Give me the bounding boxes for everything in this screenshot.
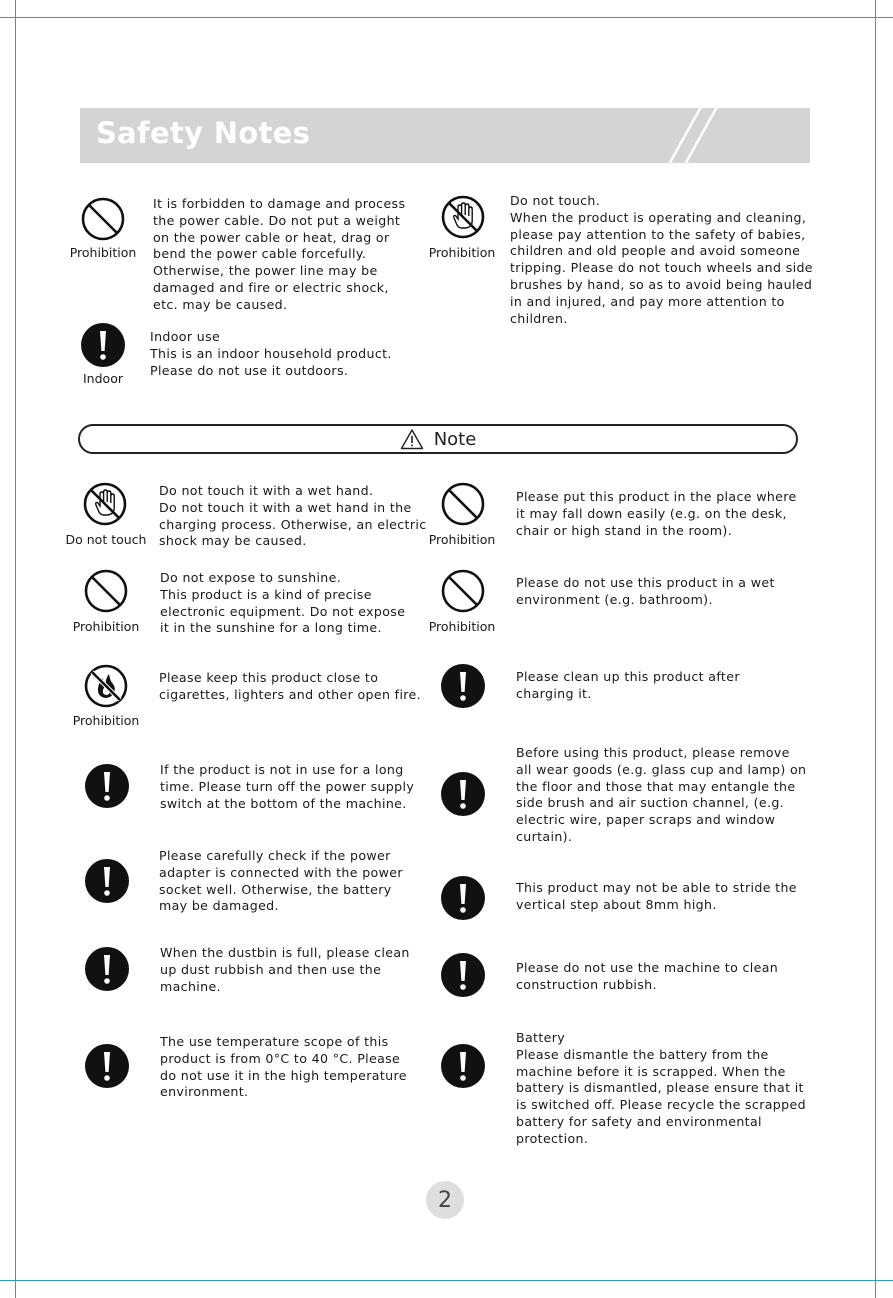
mandatory-icon [440,875,486,921]
icon-caption: Indoor [83,371,123,386]
icon-caption: Prohibition [428,619,496,634]
safety-note-text: When the dustbin is full, please clean up dust rubbish and then use the machine. [160,945,410,994]
icon-caption: Prohibition [72,713,140,728]
mandatory-icon [440,771,486,817]
section-banner [80,108,810,163]
safety-note-text: This product may not be able to stride the vertical step about 8mm high. [516,880,797,912]
safety-note-text: Do not touch it with a wet hand. Do not touch it with a wet hand in the charging process. Otherwise, an electric shock may be caused. [159,483,427,549]
safety-note-text: Please carefully check if the power adapter is connected with the power socket well. Otherwise, the battery may be damaged. [159,848,403,914]
page-frame-top-line [0,17,893,18]
page-frame-right-line [875,0,876,1298]
warning-triangle-icon [400,428,424,450]
safety-note-text: Please put this product in the place where it may fall down easily (e.g. on the desk, chair or high stand in the room). [516,489,797,538]
page-number: 2 [426,1181,464,1219]
page-frame-left-line [15,0,16,1298]
safety-note-text: Please do not use this product in a wet environment (e.g. bathroom). [516,575,775,607]
icon-caption: Do not touch [65,532,147,547]
icon-caption: Prohibition [72,619,140,634]
note-section-header [78,424,798,454]
no-touch-icon [440,194,486,240]
icon-caption: Prohibition [428,532,496,547]
mandatory-icon [80,322,126,368]
safety-note-text: Indoor use This is an indoor household product. Please do not use it outdoors. [150,329,392,378]
safety-note-text: Please keep this product close to cigarettes, lighters and other open fire. [159,670,421,702]
no-fire-icon [83,663,129,709]
mandatory-icon [440,1043,486,1089]
mandatory-icon [84,858,130,904]
note-label: Note [433,428,477,450]
safety-note-text: Battery Please dismantle the battery from the machine before it is scrapped. When the battery is dismantled, please ensure that it is switched off. Please recycle the scrapped battery for safety and environmental protection. [516,1030,806,1146]
safety-note-text: It is forbidden to damage and process the power cable. Do not put a weight on the power cable or heat, drag or bend the power cable forcefully. Otherwise, the power line may be damaged and fire or electric shock, etc. may be caused. [153,196,406,312]
icon-caption: Prohibition [69,245,137,260]
mandatory-icon [440,952,486,998]
prohibition-icon [440,481,486,527]
mandatory-icon [84,946,130,992]
prohibition-icon [80,196,126,242]
prohibition-icon [83,568,129,614]
no-touch-icon [82,481,128,527]
mandatory-icon [84,1043,130,1089]
mandatory-icon [440,663,486,709]
safety-note-text: If the product is not in use for a long time. Please turn off the power supply switch at the bottom of the machine. [160,762,415,811]
mandatory-icon [84,763,130,809]
safety-note-text: Please clean up this product after charging it. [516,669,740,701]
safety-note-text: The use temperature scope of this product is from 0°C to 40 °C. Please do not use it in the high temperature environment. [160,1034,407,1100]
banner-slash-decoration [580,108,810,163]
safety-note-text: Please do not use the machine to clean construction rubbish. [516,960,779,992]
safety-note-text: Before using this product, please remove all wear goods (e.g. glass cup and lamp) on the floor and those that may entangle the side brush and air suction channel, (e.g. electric wire, paper scraps and window curtain). [516,745,807,844]
safety-note-text: Do not touch. When the product is operating and cleaning, please pay attention to the safety of babies, children and old people and avoid someone tripping. Please do not touch wheels and side brushes by hand, so as to avoid being hauled in and injured, and pay more attention to children. [510,193,813,326]
page-frame-bottom-line [0,1280,893,1281]
icon-caption: Prohibition [428,245,496,260]
prohibition-icon [440,568,486,614]
safety-note-text: Do not expose to sunshine. This product is a kind of precise electronic equipment. Do not expose it in the sunshine for a long time. [160,570,406,636]
page-title: Safety Notes [96,116,311,150]
